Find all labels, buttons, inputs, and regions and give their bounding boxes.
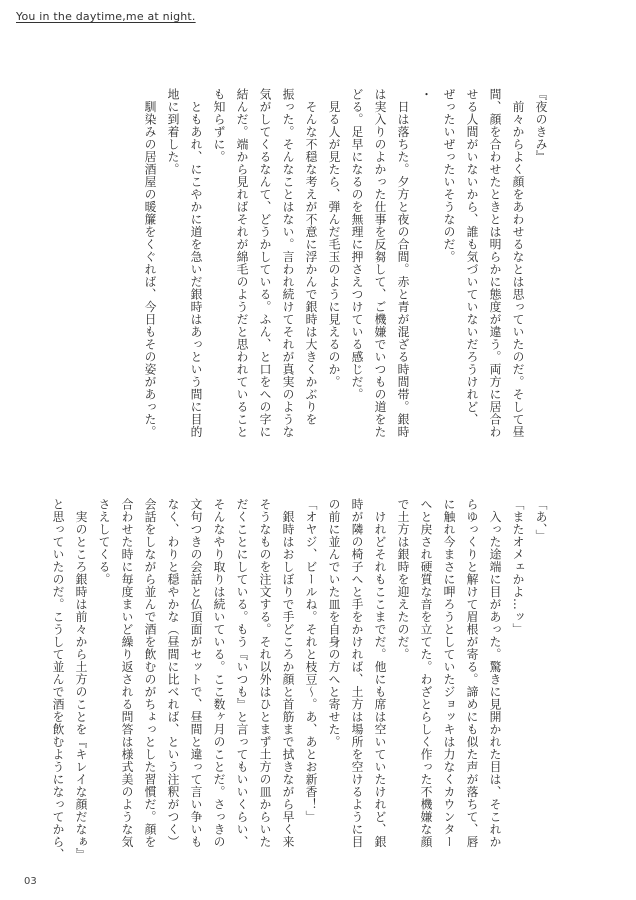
text-line: なく、わりと穏やかな（昼間に比べれば、という注釈がつく）: [166, 498, 180, 848]
text-line: 入った途端に目があった。驚きに見開かれた目は、そこれか: [488, 498, 502, 848]
text-line: に触れ今まさに呷ろうとしていたジョッキは力なくカウンター: [442, 498, 456, 848]
text-line: 日は落ちた。夕方と夜の合間。赤と青が混ざる時間帯。銀時: [396, 88, 410, 438]
text-line: 銀時はおしぼりで手どころか顔と首筋まで拭きながら早く来: [281, 498, 295, 848]
text-line: どる。足早になるのを無理に押さえつけている感じだ。: [350, 88, 364, 401]
text-line: 気がしてくるなんて、どうかしている。ふん、と口をへの字に: [258, 88, 272, 438]
lower-text-block: [51, 498, 552, 861]
text-line: 振った。そんなことはない。言われ続けてそれが真実のような: [281, 88, 295, 438]
text-line: せる人間がいないから、誰も気づいていないだろうけれど、: [465, 88, 479, 426]
text-line: は実入りのよかった仕事を反芻して、ご機嫌でいつもの道をた: [373, 88, 387, 438]
text-line: 「オヤジ、ビールね。それと枝豆〜。あ、あとお新香！」: [304, 498, 318, 823]
text-line: 時が隣の椅子へと手をかければ、土方は場所を空けるように目: [350, 498, 364, 848]
text-line: 合わせた時に毎度まいど繰り返される問答は様式美のような気: [120, 498, 134, 848]
text-line: 文句つきの会話と仏頂面がセットで、昼間と違って言い争いも: [189, 498, 203, 848]
upper-text-block: [92, 88, 552, 448]
text-line: 見る人が見たら、弾んだ毛玉のように見えるのか。: [327, 88, 341, 388]
text-line: も知らずに。: [212, 88, 226, 163]
text-line: の前に並んでいた皿を自身の方へと寄せた。: [327, 498, 341, 748]
text-line: で土方は銀時を迎えたのだ。: [396, 498, 410, 661]
heading-line: 『夜のきみ』: [534, 88, 548, 163]
text-line: だくことにしている。もう『いつも』と言ってもいいくらい、: [235, 498, 249, 848]
text-line: 「あ、」: [534, 498, 548, 543]
running-title: You in the daytime,me at night.: [16, 10, 196, 23]
text-line: 前々からよく顔をあわせるなとは思っていたのだ。そして昼: [511, 88, 525, 438]
text-line: ぜったいぜったいそうなのだ。: [442, 88, 456, 263]
text-line: へと戻され硬質な音を立てた。わざとらしく作った不機嫌な顔: [419, 498, 433, 848]
text-line: けれどそれもここまでだ。他にも席は空いていたけれど、銀: [373, 498, 387, 848]
text-line: 会話をしながら並んで酒を飲むのがちょっとした習慣だ。顔を: [143, 498, 157, 848]
text-line: そんな不穏な考えが不意に浮かんで銀時は大きくかぶりを: [304, 88, 318, 426]
text-line: さえしてくる。: [97, 498, 111, 586]
text-line: 実のところ銀時は前々から土方のことを『キレイな顔だなぁ』: [74, 498, 88, 861]
text-line: と思っていたのだ。こうして並んで酒を飲むようになってから、: [51, 498, 65, 861]
text-line: そんなやり取りは続いている。ここ数ヶ月のことだ。さっきの: [212, 498, 226, 848]
text-line: 「またオメェかよ…ッ」: [511, 498, 525, 636]
section-mark: ・: [419, 88, 433, 101]
text-line: そうなものを注文する。それ以外はひとまず土方の皿からいた: [258, 498, 272, 848]
text-line: 地に到着した。: [166, 88, 180, 176]
text-line: ともあれ、にこやかに道を急いだ銀時はあっという間に目的: [189, 88, 203, 438]
text-line: 結んだ。端から見ればそれが綿毛のようだと思われていること: [235, 88, 249, 438]
text-line: 馴染みの居酒屋の暖簾をくぐれば、今日もその姿があった。: [143, 88, 157, 438]
text-line: 間、顔を合わせたときとは明らかに態度が違う。両方に居合わ: [488, 88, 502, 438]
text-line: らゆっくりと解けて眉根が寄る。諦めにも似た声が落ちて、唇: [465, 498, 479, 848]
page-number: 03: [24, 876, 37, 887]
